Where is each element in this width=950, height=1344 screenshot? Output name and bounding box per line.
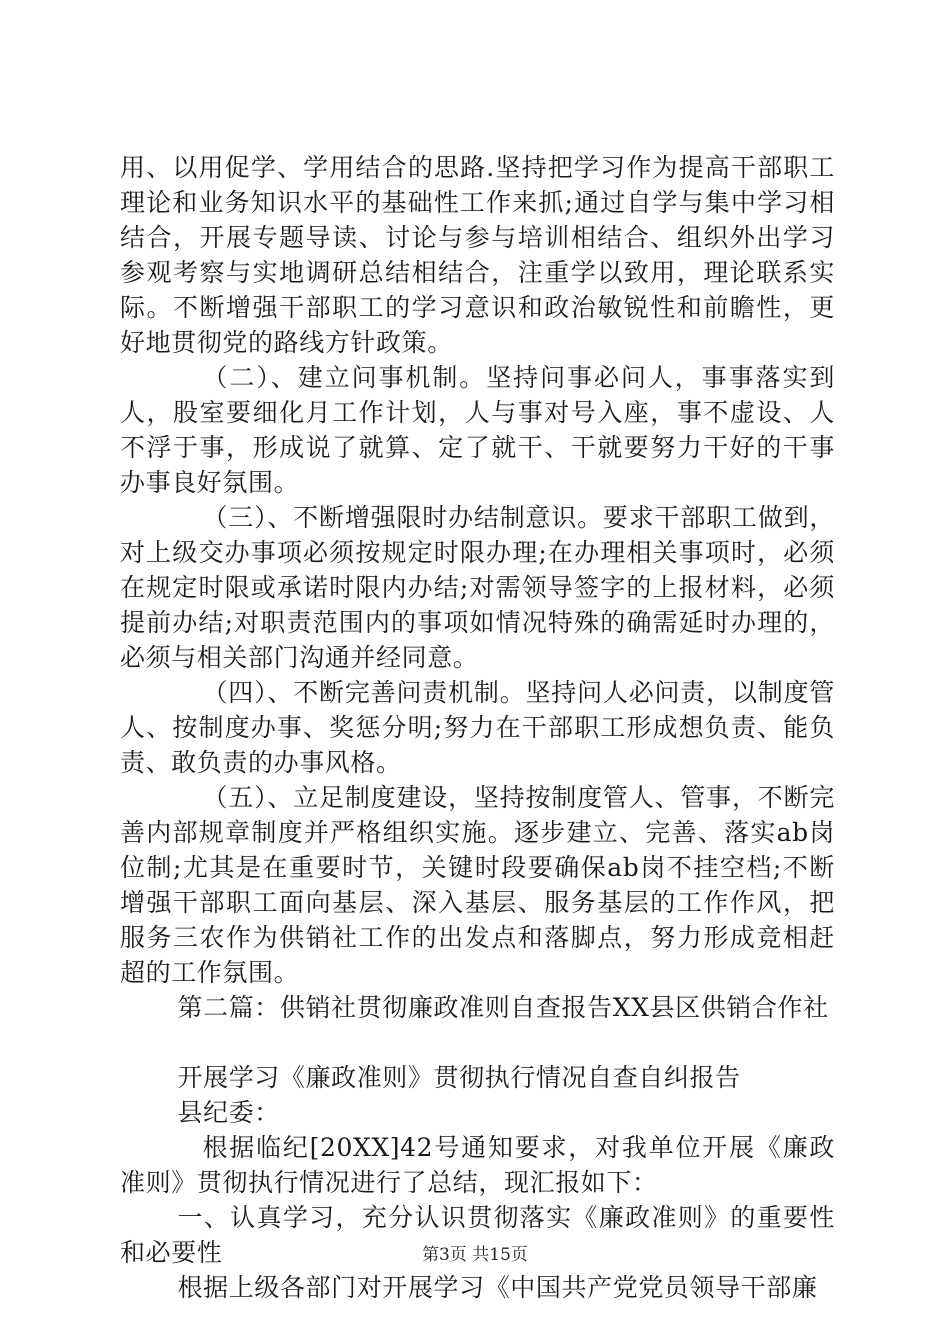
blank-line — [120, 1025, 835, 1060]
paragraph-section-2: （二）、建立问事机制。坚持问事必问人，事事落实到人，股室要细化月工作计划，人与事对号入座，事不虚设、人不浮于事，形成说了就算、定了就干、干就要努力干好的干事办事良好氛围。 — [120, 363, 835, 497]
paragraph-section-4: （四）、不断完善问责机制。坚持问人必问责，以制度管人、按制度办事、奖惩分明;努力在干部职工形成想负责、能负责、敢负责的办事风格。 — [120, 678, 835, 777]
report-title: 开展学习《廉政准则》贯彻执行情况自查自纠报告 — [177, 1063, 741, 1092]
paragraph-study-basis: 根据上级各部门对开展学习《中国共产党党员领导干部廉 — [177, 1273, 818, 1302]
section-heading-one: 一、认真学习，充分认识贯彻落实《廉政准则》的重要性和必要性 — [120, 1203, 835, 1267]
paragraph-section-3: （三）、不断增强限时办结制意识。要求干部职工做到，对上级交办事项必须按规定时限办理;在办理相关事项时，必须在规定时限或承诺时限内办结;对需领导签字的上报材料，必须提前办结;对职责范围内的事项如情况特殊的确需延时办理的，必须与相关部门沟通并经同意。 — [120, 503, 835, 672]
page-number: 第3页 共15页 — [422, 1245, 528, 1265]
paragraph-study-approach: 用、以用促学、学用结合的思路.坚持把学习作为提高干部职工理论和业务知识水平的基础性工作来抓;通过自学与集中学习相结合，开展专题导读、讨论与参与培训相结合、组织外出学习参观考察与实地调研总结相结合，注重学以致用，理论联系实际。不断增强干部职工的学习意识和政治敏锐性和前瞻性，更好地贯彻党的路线方针政策。 — [120, 153, 835, 357]
paragraph-section-5: （五）、立足制度建设，坚持按制度管人、管事，不断完善内部规章制度并严格组织实施。逐步建立、完善、落实ab岗位制;尤其是在重要时节，关键时段要确保ab岗不挂空档;不断增强干部职工面向基层、深入基层、服务基层的工作作风，把服务三农作为供销社工作的出发点和落脚点，努力形成竞相赶超的工作氛围。 — [120, 783, 835, 987]
addressee: 县纪委： — [177, 1098, 280, 1127]
chapter-two-heading: 第二篇：供销社贯彻廉政准则自查报告XX县区供销合作社 — [177, 993, 829, 1022]
document-body — [120, 150, 835, 1305]
paragraph-intro: 根据临纪[20XX]42号通知要求，对我单位开展《廉政准则》贯彻执行情况进行了总结，现汇报如下： — [120, 1133, 835, 1197]
